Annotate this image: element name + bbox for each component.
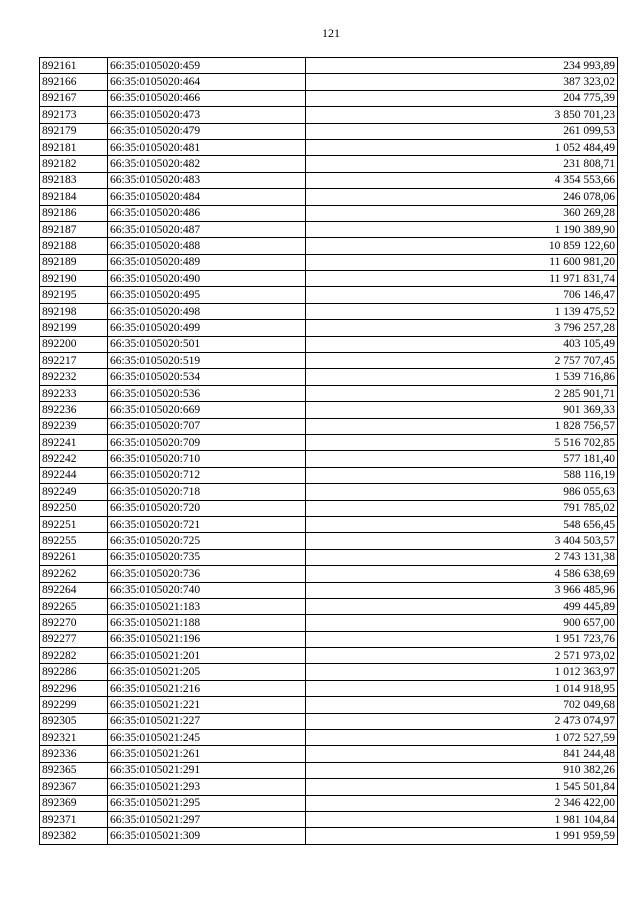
cadastral-number-cell: 66:35:0105021:295 xyxy=(108,795,306,811)
cadastral-value-cell: 588 116,19 xyxy=(306,467,618,483)
cadastral-value-cell: 1 981 104,84 xyxy=(306,811,618,827)
record-id-cell: 892371 xyxy=(40,811,108,827)
cadastral-value-cell: 1 139 475,52 xyxy=(306,303,618,319)
cadastral-value-cell: 1 539 716,86 xyxy=(306,369,618,385)
cadastral-number-cell: 66:35:0105021:188 xyxy=(108,615,306,631)
table-row xyxy=(40,500,618,516)
record-id-cell: 892282 xyxy=(40,648,108,664)
cadastral-number-cell: 66:35:0105020:487 xyxy=(108,221,306,237)
record-id-cell: 892236 xyxy=(40,402,108,418)
table-row xyxy=(40,680,618,696)
record-id-cell: 892336 xyxy=(40,746,108,762)
cadastral-number-cell: 66:35:0105021:261 xyxy=(108,746,306,762)
cadastral-value-cell: 910 382,26 xyxy=(306,762,618,778)
record-id-cell: 892239 xyxy=(40,418,108,434)
cadastral-value-cell: 2 346 422,00 xyxy=(306,795,618,811)
record-id-cell: 892305 xyxy=(40,713,108,729)
cadastral-number-cell: 66:35:0105020:534 xyxy=(108,369,306,385)
record-id-cell: 892188 xyxy=(40,238,108,254)
cadastral-value-cell: 387 323,02 xyxy=(306,74,618,90)
cadastral-number-cell: 66:35:0105020:483 xyxy=(108,172,306,188)
table-row xyxy=(40,320,618,336)
record-id-cell: 892233 xyxy=(40,385,108,401)
cadastral-number-cell: 66:35:0105020:720 xyxy=(108,500,306,516)
cadastral-value-table xyxy=(39,57,618,845)
table-row xyxy=(40,353,618,369)
cadastral-number-cell: 66:35:0105020:669 xyxy=(108,402,306,418)
cadastral-number-cell: 66:35:0105021:309 xyxy=(108,828,306,844)
cadastral-number-cell: 66:35:0105020:490 xyxy=(108,271,306,287)
record-id-cell: 892173 xyxy=(40,107,108,123)
cadastral-number-cell: 66:35:0105020:473 xyxy=(108,107,306,123)
record-id-cell: 892251 xyxy=(40,516,108,532)
cadastral-value-cell: 4 354 553,66 xyxy=(306,172,618,188)
cadastral-number-cell: 66:35:0105020:466 xyxy=(108,90,306,106)
table-row xyxy=(40,730,618,746)
cadastral-number-cell: 66:35:0105020:486 xyxy=(108,205,306,221)
table-row xyxy=(40,221,618,237)
cadastral-number-cell: 66:35:0105020:488 xyxy=(108,238,306,254)
record-id-cell: 892161 xyxy=(40,58,108,74)
cadastral-value-cell: 986 055,63 xyxy=(306,484,618,500)
table-row xyxy=(40,615,618,631)
cadastral-number-cell: 66:35:0105020:498 xyxy=(108,303,306,319)
record-id-cell: 892365 xyxy=(40,762,108,778)
cadastral-number-cell: 66:35:0105021:245 xyxy=(108,730,306,746)
table-row xyxy=(40,287,618,303)
cadastral-value-cell: 1 951 723,76 xyxy=(306,631,618,647)
page-number: 121 xyxy=(322,26,340,40)
cadastral-number-cell: 66:35:0105020:484 xyxy=(108,189,306,205)
table-row xyxy=(40,58,618,74)
record-id-cell: 892296 xyxy=(40,680,108,696)
table-row xyxy=(40,795,618,811)
record-id-cell: 892195 xyxy=(40,287,108,303)
cadastral-value-cell: 1 828 756,57 xyxy=(306,418,618,434)
table-row xyxy=(40,107,618,123)
record-id-cell: 892250 xyxy=(40,500,108,516)
cadastral-value-cell: 2 473 074,97 xyxy=(306,713,618,729)
record-id-cell: 892232 xyxy=(40,369,108,385)
cadastral-number-cell: 66:35:0105020:519 xyxy=(108,353,306,369)
cadastral-value-cell: 10 859 122,60 xyxy=(306,238,618,254)
record-id-cell: 892187 xyxy=(40,221,108,237)
cadastral-number-cell: 66:35:0105020:736 xyxy=(108,566,306,582)
cadastral-value-cell: 1 545 501,84 xyxy=(306,779,618,795)
cadastral-number-cell: 66:35:0105020:709 xyxy=(108,434,306,450)
table-row xyxy=(40,74,618,90)
cadastral-number-cell: 66:35:0105020:489 xyxy=(108,254,306,270)
cadastral-value-cell: 900 657,00 xyxy=(306,615,618,631)
record-id-cell: 892244 xyxy=(40,467,108,483)
record-id-cell: 892189 xyxy=(40,254,108,270)
cadastral-number-cell: 66:35:0105020:735 xyxy=(108,549,306,565)
cadastral-value-cell: 577 181,40 xyxy=(306,451,618,467)
table-row xyxy=(40,664,618,680)
cadastral-number-cell: 66:35:0105020:718 xyxy=(108,484,306,500)
table-row xyxy=(40,418,618,434)
cadastral-value-cell: 2 757 707,45 xyxy=(306,353,618,369)
cadastral-value-cell: 841 244,48 xyxy=(306,746,618,762)
cadastral-number-cell: 66:35:0105021:183 xyxy=(108,598,306,614)
record-id-cell: 892369 xyxy=(40,795,108,811)
cadastral-value-cell: 2 285 901,71 xyxy=(306,385,618,401)
cadastral-number-cell: 66:35:0105020:495 xyxy=(108,287,306,303)
record-id-cell: 892249 xyxy=(40,484,108,500)
table-row xyxy=(40,123,618,139)
record-id-cell: 892262 xyxy=(40,566,108,582)
table-row xyxy=(40,549,618,565)
record-id-cell: 892382 xyxy=(40,828,108,844)
cadastral-value-cell: 548 656,45 xyxy=(306,516,618,532)
cadastral-value-cell: 1 190 389,90 xyxy=(306,221,618,237)
record-id-cell: 892321 xyxy=(40,730,108,746)
cadastral-value-cell: 204 775,39 xyxy=(306,90,618,106)
table-row xyxy=(40,156,618,172)
cadastral-number-cell: 66:35:0105020:499 xyxy=(108,320,306,336)
cadastral-number-cell: 66:35:0105021:201 xyxy=(108,648,306,664)
cadastral-number-cell: 66:35:0105020:479 xyxy=(108,123,306,139)
table-row xyxy=(40,484,618,500)
record-id-cell: 892270 xyxy=(40,615,108,631)
cadastral-number-cell: 66:35:0105020:710 xyxy=(108,451,306,467)
cadastral-value-cell: 499 445,89 xyxy=(306,598,618,614)
cadastral-value-cell: 1 012 363,97 xyxy=(306,664,618,680)
table-row xyxy=(40,172,618,188)
table-row xyxy=(40,271,618,287)
record-id-cell: 892190 xyxy=(40,271,108,287)
cadastral-number-cell: 66:35:0105020:712 xyxy=(108,467,306,483)
record-id-cell: 892255 xyxy=(40,533,108,549)
record-id-cell: 892179 xyxy=(40,123,108,139)
table-row xyxy=(40,205,618,221)
cadastral-value-cell: 1 052 484,49 xyxy=(306,139,618,155)
record-id-cell: 892264 xyxy=(40,582,108,598)
record-id-cell: 892277 xyxy=(40,631,108,647)
record-id-cell: 892217 xyxy=(40,353,108,369)
cadastral-number-cell: 66:35:0105020:725 xyxy=(108,533,306,549)
table-row xyxy=(40,254,618,270)
cadastral-value-cell: 231 808,71 xyxy=(306,156,618,172)
table-row xyxy=(40,303,618,319)
table-row xyxy=(40,451,618,467)
table-row xyxy=(40,385,618,401)
table-row xyxy=(40,434,618,450)
cadastral-number-cell: 66:35:0105021:227 xyxy=(108,713,306,729)
cadastral-value-cell: 3 796 257,28 xyxy=(306,320,618,336)
table-row xyxy=(40,713,618,729)
table-row xyxy=(40,533,618,549)
cadastral-number-cell: 66:35:0105020:464 xyxy=(108,74,306,90)
record-id-cell: 892265 xyxy=(40,598,108,614)
table-row xyxy=(40,467,618,483)
record-id-cell: 892199 xyxy=(40,320,108,336)
record-id-cell: 892181 xyxy=(40,139,108,155)
cadastral-value-cell: 360 269,28 xyxy=(306,205,618,221)
cadastral-value-cell: 1 014 918,95 xyxy=(306,680,618,696)
record-id-cell: 892241 xyxy=(40,434,108,450)
table-row xyxy=(40,238,618,254)
cadastral-number-cell: 66:35:0105020:536 xyxy=(108,385,306,401)
cadastral-number-cell: 66:35:0105021:205 xyxy=(108,664,306,680)
cadastral-number-cell: 66:35:0105020:459 xyxy=(108,58,306,74)
table-row xyxy=(40,402,618,418)
table-row xyxy=(40,516,618,532)
table-row xyxy=(40,582,618,598)
record-id-cell: 892184 xyxy=(40,189,108,205)
cadastral-value-cell: 403 105,49 xyxy=(306,336,618,352)
cadastral-value-cell: 5 516 702,85 xyxy=(306,434,618,450)
cadastral-value-cell: 234 993,89 xyxy=(306,58,618,74)
cadastral-value-cell: 11 600 981,20 xyxy=(306,254,618,270)
cadastral-value-cell: 2 571 973,02 xyxy=(306,648,618,664)
table-row xyxy=(40,828,618,844)
table-row xyxy=(40,90,618,106)
cadastral-value-cell: 706 146,47 xyxy=(306,287,618,303)
table-row xyxy=(40,697,618,713)
record-id-cell: 892186 xyxy=(40,205,108,221)
cadastral-value-cell: 3 966 485,96 xyxy=(306,582,618,598)
cadastral-value-cell: 11 971 831,74 xyxy=(306,271,618,287)
table-row xyxy=(40,762,618,778)
cadastral-number-cell: 66:35:0105021:196 xyxy=(108,631,306,647)
cadastral-value-cell: 2 743 131,38 xyxy=(306,549,618,565)
cadastral-number-cell: 66:35:0105020:482 xyxy=(108,156,306,172)
record-id-cell: 892367 xyxy=(40,779,108,795)
table-row xyxy=(40,139,618,155)
cadastral-number-cell: 66:35:0105021:291 xyxy=(108,762,306,778)
record-id-cell: 892286 xyxy=(40,664,108,680)
cadastral-value-cell: 4 586 638,69 xyxy=(306,566,618,582)
table-row xyxy=(40,811,618,827)
cadastral-value-cell: 3 850 701,23 xyxy=(306,107,618,123)
table-row xyxy=(40,648,618,664)
cadastral-value-cell: 791 785,02 xyxy=(306,500,618,516)
cadastral-value-cell: 261 099,53 xyxy=(306,123,618,139)
cadastral-number-cell: 66:35:0105020:740 xyxy=(108,582,306,598)
table-body xyxy=(40,58,618,845)
cadastral-value-cell: 246 078,06 xyxy=(306,189,618,205)
cadastral-number-cell: 66:35:0105020:481 xyxy=(108,139,306,155)
cadastral-value-cell: 901 369,33 xyxy=(306,402,618,418)
table-row xyxy=(40,189,618,205)
table-row xyxy=(40,369,618,385)
record-id-cell: 892182 xyxy=(40,156,108,172)
cadastral-value-cell: 1 072 527,59 xyxy=(306,730,618,746)
table-row xyxy=(40,336,618,352)
record-id-cell: 892198 xyxy=(40,303,108,319)
cadastral-number-cell: 66:35:0105021:216 xyxy=(108,680,306,696)
table-row xyxy=(40,746,618,762)
table-row xyxy=(40,598,618,614)
cadastral-number-cell: 66:35:0105021:221 xyxy=(108,697,306,713)
cadastral-value-cell: 1 991 959,59 xyxy=(306,828,618,844)
cadastral-value-cell: 702 049,68 xyxy=(306,697,618,713)
cadastral-number-cell: 66:35:0105020:707 xyxy=(108,418,306,434)
record-id-cell: 892242 xyxy=(40,451,108,467)
cadastral-number-cell: 66:35:0105021:297 xyxy=(108,811,306,827)
record-id-cell: 892200 xyxy=(40,336,108,352)
cadastral-value-cell: 3 404 503,57 xyxy=(306,533,618,549)
record-id-cell: 892167 xyxy=(40,90,108,106)
record-id-cell: 892299 xyxy=(40,697,108,713)
table-row xyxy=(40,566,618,582)
table-row xyxy=(40,779,618,795)
cadastral-number-cell: 66:35:0105020:721 xyxy=(108,516,306,532)
table-row xyxy=(40,631,618,647)
record-id-cell: 892166 xyxy=(40,74,108,90)
record-id-cell: 892183 xyxy=(40,172,108,188)
record-id-cell: 892261 xyxy=(40,549,108,565)
cadastral-number-cell: 66:35:0105020:501 xyxy=(108,336,306,352)
cadastral-number-cell: 66:35:0105021:293 xyxy=(108,779,306,795)
